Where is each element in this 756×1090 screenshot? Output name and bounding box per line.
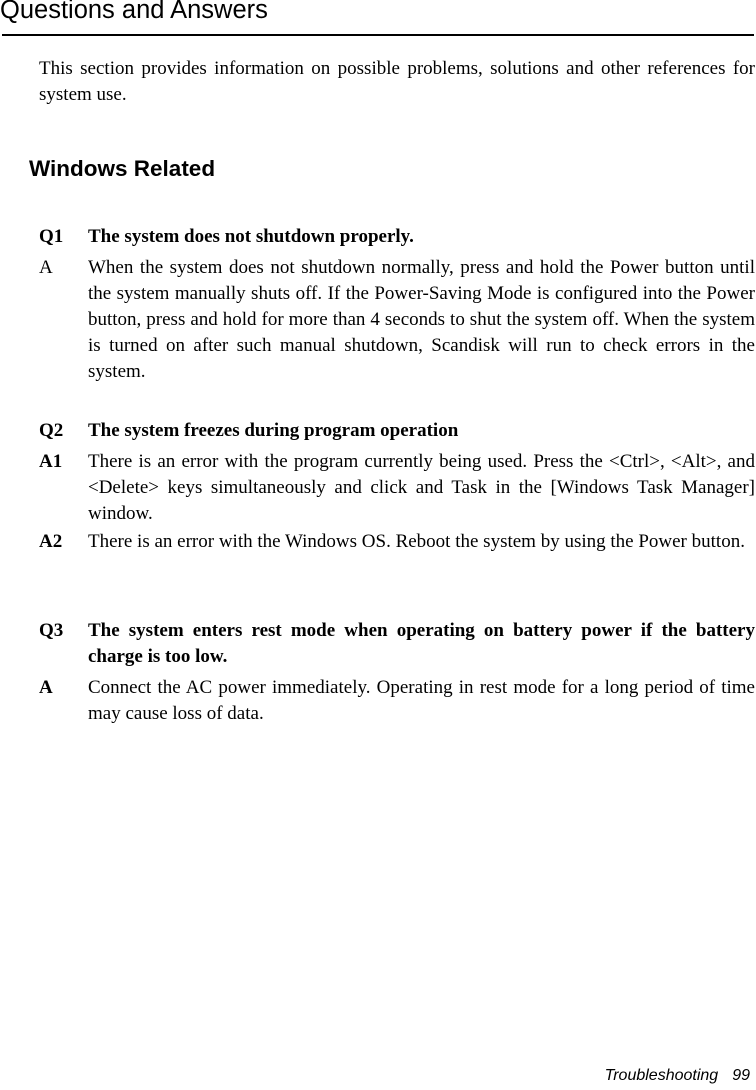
footer-section-name: Troubleshooting [604, 1067, 719, 1084]
answer-1 [39, 255, 755, 385]
answer-2-2 [39, 529, 755, 555]
answer-text: There is an error with the Windows OS. Reboot the system by using the Power button. [88, 531, 745, 552]
question-text: The system does not shutdown properly. [88, 226, 414, 247]
page-number: 99 [732, 1067, 750, 1084]
answer-text: Connect the AC power immediately. Operating in rest mode for a long period of time may cause loss of data. [88, 677, 755, 724]
question-label: Q3 [39, 620, 64, 641]
question-1 [39, 224, 755, 250]
section-heading: Windows Related [29, 156, 216, 181]
page-footer [605, 1067, 750, 1085]
question-text: The system freezes during program operation [88, 420, 459, 441]
answer-label: A2 [39, 531, 63, 552]
answer-label: A [39, 677, 53, 698]
question-text: The system enters rest mode when operating on battery power if the battery charge is too low. [88, 620, 755, 667]
answer-label: A [39, 257, 53, 278]
intro-paragraph: This section provides information on possible problems, solutions and other references for system use. [39, 58, 755, 105]
question-3 [39, 618, 755, 670]
answer-text: There is an error with the program currently being used. Press the <Ctrl>, <Alt>, and <Delete> keys simultaneously and click and Task in the [Windows Task Manager] window. [88, 451, 755, 524]
page-title: Questions and Answers [0, 0, 268, 24]
question-label: Q1 [39, 226, 64, 247]
question-2 [39, 418, 755, 444]
answer-3 [39, 675, 755, 727]
answer-label: A1 [39, 451, 63, 472]
title-divider [2, 34, 754, 36]
answer-text: When the system does not shutdown normally, press and hold the Power button until the system manually shuts off. If the Power-Saving Mode is configured into the Power button, press and hold for more than 4 seconds to shut the system off. When the system is turned on after such manual shutdown, Scandisk will run to check errors in the system. [88, 257, 755, 382]
question-label: Q2 [39, 420, 64, 441]
answer-2-1 [39, 449, 755, 527]
